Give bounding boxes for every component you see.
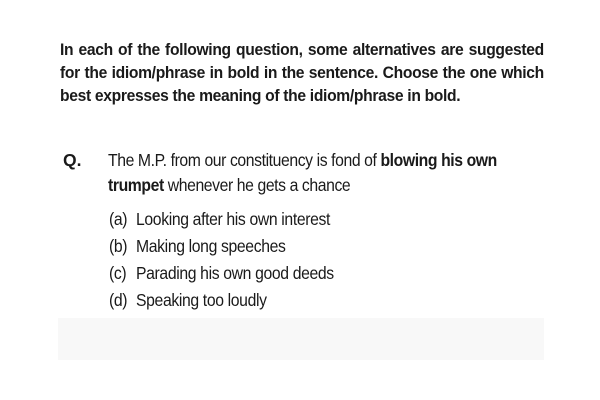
question-text-after: whenever he gets a chance (163, 175, 351, 195)
option-c[interactable] (109, 260, 334, 287)
option-text: Looking after his own interest (136, 209, 331, 229)
option-letter: (b) (109, 236, 128, 256)
option-a[interactable] (109, 206, 334, 233)
options-list (109, 206, 334, 314)
option-text: Making long speeches (136, 236, 286, 256)
instructions-text: In each of the following question, some alternatives are suggested for the idiom/phrase in bold in the sentence. Choose the one which best expresses the meaning of the idiom/phrase in bold. (60, 40, 544, 105)
question-text-before: The M.P. from our constituency is fond of (108, 150, 381, 170)
option-letter: (a) (109, 209, 128, 229)
option-text: Speaking too loudly (136, 290, 267, 310)
question-text (108, 148, 540, 198)
option-text: Parading his own good deeds (136, 263, 334, 283)
idiom-phrase: blowing his own trumpet (108, 150, 497, 195)
question-label: Q. (63, 150, 82, 170)
background-band (58, 318, 544, 360)
option-letter: (d) (109, 290, 128, 310)
option-letter: (c) (109, 263, 127, 283)
option-d[interactable] (109, 287, 334, 314)
option-b[interactable] (109, 233, 334, 260)
